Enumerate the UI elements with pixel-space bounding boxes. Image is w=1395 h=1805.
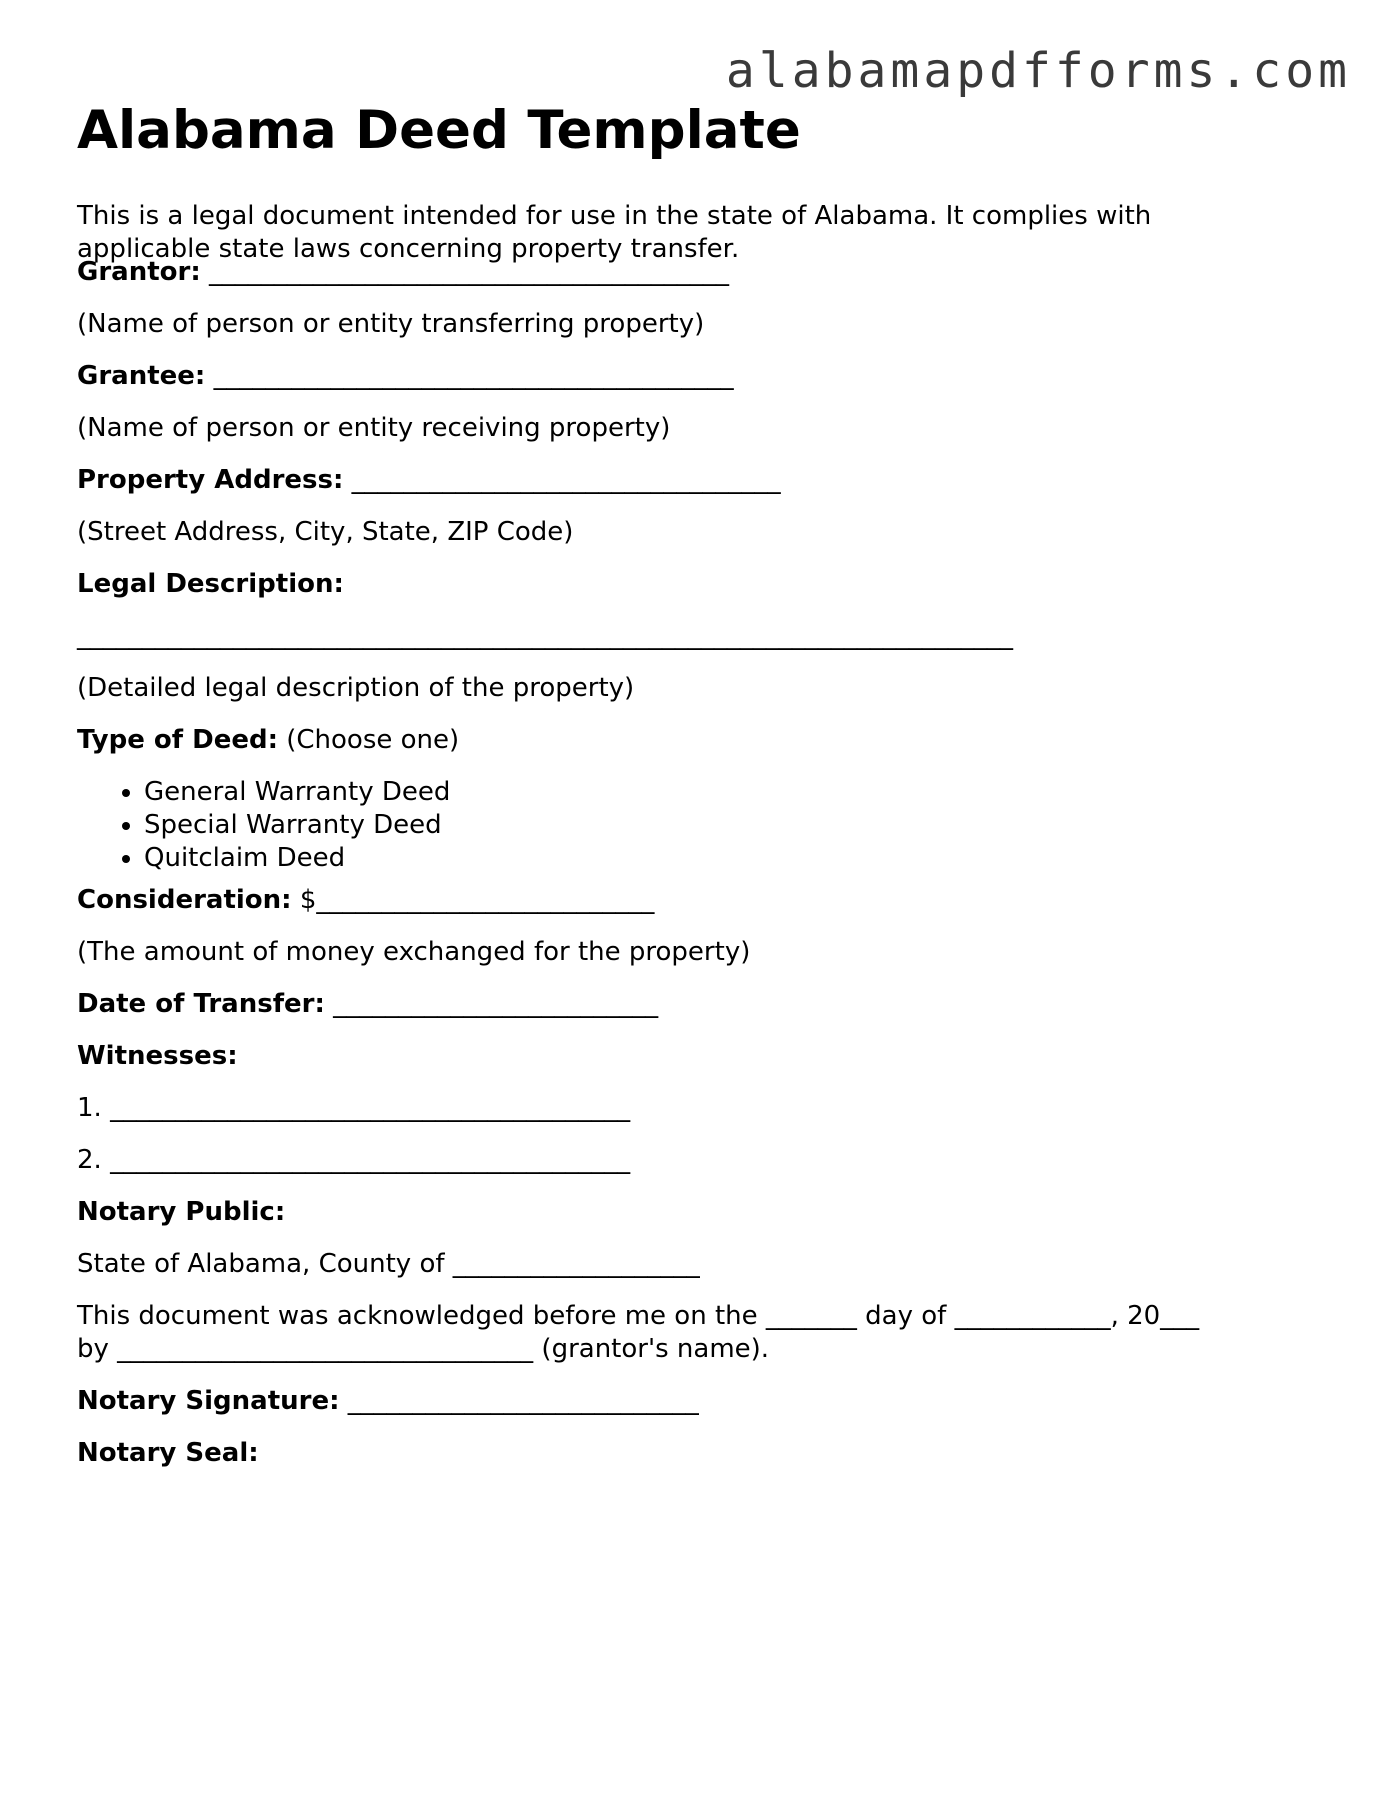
grantor-label: Grantor: [77, 257, 201, 287]
grantor-field[interactable] [77, 256, 729, 289]
witness-1-line[interactable]: 1. ________________________________________ [77, 1093, 631, 1123]
consideration-blank[interactable]: $__________________________ [291, 885, 655, 915]
deed-type-instruction: (Choose one) [277, 725, 460, 755]
deed-type-heading [77, 724, 459, 757]
consideration-field[interactable] [77, 884, 654, 917]
page-title: Alabama Deed Template [77, 100, 801, 161]
legal-description-label: Legal Description: [77, 569, 344, 599]
property-address-hint: (Street Address, City, State, ZIP Code) [77, 517, 574, 547]
deed-type-options [77, 776, 450, 875]
notary-public-label: Notary Public: [77, 1197, 286, 1227]
property-address-blank[interactable]: _________________________________ [343, 465, 781, 495]
notary-county-line[interactable]: State of Alabama, County of ___________________ [77, 1249, 700, 1279]
deed-option-quitclaim[interactable]: • Quitclaim Deed [144, 842, 450, 875]
consideration-label: Consideration: [77, 885, 292, 915]
witness-2-line[interactable]: 2. ________________________________________ [77, 1145, 631, 1175]
notary-signature-label: Notary Signature: [77, 1386, 340, 1416]
deed-option-general-warranty[interactable]: • General Warranty Deed [144, 776, 450, 809]
legal-description-hint: (Detailed legal description of the property) [77, 673, 635, 703]
property-address-label: Property Address: [77, 465, 344, 495]
deed-type-label: Type of Deed: [77, 725, 278, 755]
intro-line-1: This is a legal document intended for use in the state of Alabama. It complies with [77, 201, 1152, 231]
date-of-transfer-field[interactable] [77, 988, 658, 1021]
grantee-label: Grantee: [77, 361, 206, 391]
intro-line-2: applicable state laws concerning property transfer. [77, 234, 740, 264]
site-watermark: alabamapdfforms.com [725, 43, 1351, 99]
grantee-blank[interactable]: ________________________________________ [205, 361, 734, 391]
grantee-field[interactable] [77, 360, 734, 393]
grantor-hint: (Name of person or entity transferring property) [77, 309, 705, 339]
notary-acknowledgment-line-1[interactable]: This document was acknowledged before me on the _______ day of ____________, 20___ [77, 1301, 1200, 1331]
grantor-blank[interactable]: ________________________________________ [200, 257, 729, 287]
consideration-hint: (The amount of money exchanged for the property) [77, 937, 751, 967]
deed-document [77, 96, 1327, 1468]
property-address-field[interactable] [77, 464, 781, 497]
grantee-hint: (Name of person or entity receiving property) [77, 413, 671, 443]
legal-description-blank[interactable]: ________________________________________________________________________ [77, 621, 1013, 651]
notary-seal-label: Notary Seal: [77, 1438, 259, 1468]
date-of-transfer-label: Date of Transfer: [77, 989, 325, 1019]
witnesses-label: Witnesses: [77, 1041, 238, 1071]
notary-acknowledgment-line-2[interactable]: by ________________________________ (grantor's name). [77, 1334, 770, 1364]
notary-signature-field[interactable] [77, 1385, 699, 1418]
date-of-transfer-blank[interactable]: _________________________ [324, 989, 659, 1019]
deed-option-special-warranty[interactable]: • Special Warranty Deed [144, 809, 450, 842]
notary-signature-blank[interactable]: ___________________________ [339, 1386, 699, 1416]
